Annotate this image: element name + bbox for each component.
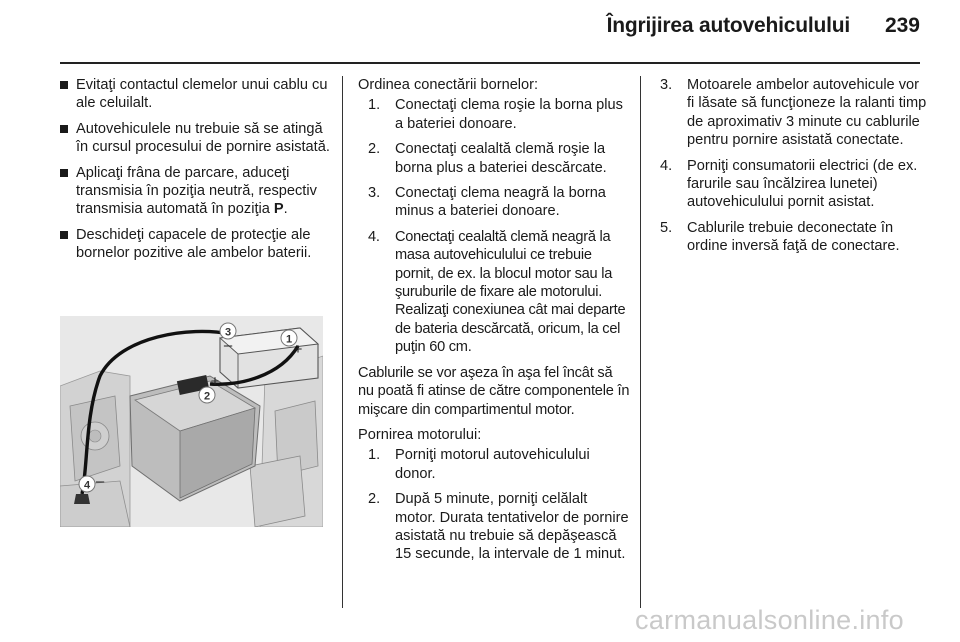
step-text: Motoarele ambelor autovehicule vor fi lăsate să funcţioneze la ralanti timp de aproximativ 3 minute cu cablurile pentru pornire asistată conectate. xyxy=(687,77,927,149)
header-rule xyxy=(60,62,920,64)
column-divider xyxy=(640,76,641,608)
bullet-text-end: . xyxy=(283,201,288,218)
step-text: După 5 minute, porniţi celălalt motor. Durata tentativelor de pornire asistată nu trebuie să depăşească 15 secunde, la intervale de 1 minut. xyxy=(395,491,629,563)
column-3 xyxy=(660,76,930,263)
step-number: 1. xyxy=(368,447,381,464)
bullet-square-icon xyxy=(60,231,68,239)
step-text: Cablurile trebuie deconectate în ordine inversă faţă de conectare. xyxy=(687,219,900,255)
step-item xyxy=(660,157,930,212)
figure-sign: + xyxy=(210,373,220,390)
bullet-square-icon xyxy=(60,169,68,177)
column-divider xyxy=(342,76,343,608)
step-item xyxy=(660,219,930,256)
bullet-text: Evitaţi contactul clemelor unui cablu cu ale celuilalt. xyxy=(76,77,328,112)
cable-note: Cablurile se vor aşeza în aşa fel încât să nu poată fi atinse de către componentele în mişcare din compartimentul motor. xyxy=(358,364,630,418)
step-text: Conectaţi clema neagră la borna minus a bateriei donoare. xyxy=(395,185,606,220)
order-step xyxy=(368,228,630,357)
step-number: 5. xyxy=(660,219,673,236)
step-text: Conectaţi cealaltă clemă roşie la borna plus a bateriei descărcate. xyxy=(395,141,607,176)
figure-sign: – xyxy=(95,473,105,490)
column-2 xyxy=(358,76,630,571)
bullet-text: Autovehiculele nu trebuie să se atingă în cursul procesului de pornire asistată. xyxy=(76,120,330,156)
bullet-item xyxy=(58,120,330,157)
step-text: Porniţi motorul autovehiculului donor. xyxy=(395,447,590,482)
order-step xyxy=(368,184,630,221)
step-number: 2. xyxy=(368,141,381,158)
jump-start-illustration xyxy=(60,316,323,527)
step-number: 4. xyxy=(368,228,380,245)
order-step xyxy=(368,140,630,177)
bullet-text: Deschideţi capacele de protecţie ale bornelor pozitive ale ambelor baterii. xyxy=(76,226,312,262)
bullet-text: Aplicaţi frâna de parcare, aduceţi transmisia în poziţia neutră, respectiv transmisia automată în poziţia xyxy=(76,164,317,218)
page-header xyxy=(0,0,960,60)
step-number: 1. xyxy=(368,97,381,114)
step-item xyxy=(660,76,930,150)
bullet-item xyxy=(58,226,330,263)
step-text: Conectaţi clema roşie la borna plus a bateriei donoare. xyxy=(395,97,623,132)
figure-sign: + xyxy=(293,341,303,358)
watermark: carmanualsonline.info xyxy=(635,605,904,635)
step-text: Conectaţi cealaltă clemă neagră la masa autovehiculului ce trebuie pornit, de ex. la blocul motor sau la şuruburile de fixare ale motorului. Realizaţi conexiunea cât mai departe de bateria descărcată, oricum, la cel puţin 60 cm. xyxy=(395,228,626,356)
figure-label: 1 xyxy=(285,333,293,346)
figure-label: 4 xyxy=(83,479,91,492)
page-number: 239 xyxy=(884,14,920,37)
bullet-item xyxy=(58,76,330,113)
bullet-square-icon xyxy=(60,81,68,89)
engine-bay-drawing xyxy=(60,316,323,527)
figure-label: 3 xyxy=(224,326,232,339)
step-number: 3. xyxy=(368,185,381,202)
page-title: Îngrijirea autovehiculului xyxy=(606,14,850,37)
bullet-bold-text: P xyxy=(273,201,284,218)
bullet-item xyxy=(58,164,330,219)
bullet-square-icon xyxy=(60,125,68,133)
column-1 xyxy=(58,76,330,270)
order-step xyxy=(368,96,630,133)
figure-sign: – xyxy=(223,337,233,354)
start-step xyxy=(368,490,630,564)
step-number: 3. xyxy=(660,77,673,93)
start-intro: Pornirea motorului: xyxy=(358,426,482,443)
start-step xyxy=(368,446,630,483)
step-number: 4. xyxy=(660,157,673,174)
step-text: Porniţi consumatorii electrici (de ex. farurile sau încălzirea lunetei) autovehiculului pornit asistat. xyxy=(687,157,918,211)
figure-label: 2 xyxy=(203,390,211,403)
step-number: 2. xyxy=(368,491,381,508)
order-intro: Ordinea conectării bornelor: xyxy=(358,77,539,93)
